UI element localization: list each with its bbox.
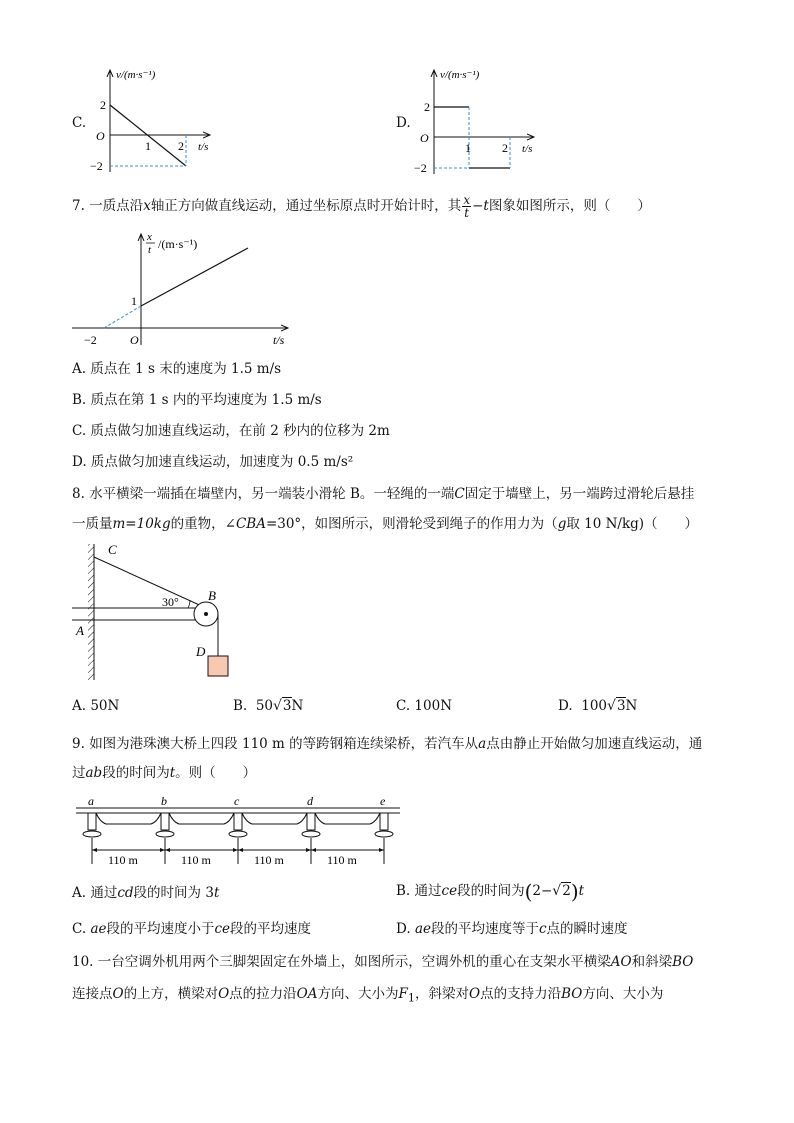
q7-graph <box>68 228 298 350</box>
c-y-top: 2 <box>100 98 106 112</box>
q9-stem-line2: 过ab段的时间为t。则（ ） <box>72 765 257 781</box>
q10-stem-line1: 10. 一台空调外机用两个三脚架固定在外墙上，如图所示，空调外机的重心在支架水平横梁AO和斜梁BO <box>72 954 694 970</box>
bridge-label-c: c <box>234 794 240 808</box>
q6-option-d-label: D. <box>396 115 411 131</box>
q9-stem-line1: 9. 如图为港珠澳大桥上四段 110 m 的等跨钢箱连续梁桥，若汽车从a点由静止开始做匀加速直线运动，通 <box>72 736 703 752</box>
q7-stem: 7. 一质点沿x轴正方向做直线运动，通过坐标原点时开始计时，其 $\frac{x}{t}$ −t图象如图所示，则（ ） <box>72 193 651 220</box>
d-x2: 2 <box>502 141 508 155</box>
c-x2: 2 <box>178 139 184 153</box>
q9-option-a: A. 通过cd段的时间为 3t <box>72 885 220 901</box>
q9-option-c: C. ae段的平均速度小于ce段的平均速度 <box>72 921 312 937</box>
point-d-label: D <box>196 644 206 659</box>
d-y-axis-label: v/(m·s⁻¹) <box>440 69 480 81</box>
q8-stem-line2: 一质量m=10kg的重物，∠CBA=30°，如图所示，则滑轮受到绳子的作用力为（g取 10 N/kg)（ ） <box>72 516 699 532</box>
svg-text:x: x <box>147 231 152 243</box>
angle-label: 30° <box>162 595 179 609</box>
d-y-top: 2 <box>424 100 430 114</box>
c-origin: O <box>96 129 105 143</box>
c-x-axis-label: t/s <box>198 141 209 153</box>
span-3-label: 110 m <box>254 853 284 867</box>
q7-x-axis: t/s <box>273 333 285 347</box>
q7-x-intercept: −2 <box>84 333 97 347</box>
q9-option-d: D. ae段的平均速度等于c点的瞬时速度 <box>396 921 628 937</box>
bridge-label-b: b <box>161 794 167 808</box>
point-b-label: B <box>208 588 216 603</box>
q8-figure <box>72 540 242 682</box>
wall-hatching <box>88 544 94 680</box>
q7-option-b: B. 质点在第 1 s 内的平均速度为 1.5 m/s <box>72 392 322 408</box>
d-origin: O <box>420 131 429 145</box>
span-1-label: 110 m <box>108 853 138 867</box>
q7-option-a: A. 质点在 1 s 末的速度为 1.5 m/s <box>72 361 282 377</box>
q7-origin: O <box>130 333 139 347</box>
q8-stem-line1: 8. 水平横梁一端插在墙壁内，另一端装小滑轮 B。一轻绳的一端C固定于墙壁上，另一端跨过滑轮后悬挂 <box>72 486 695 502</box>
q6-option-c-label: C. <box>72 115 87 131</box>
bridge-label-d: d <box>307 794 313 808</box>
q6-option-d-graph <box>412 62 547 177</box>
bridge-label-a: a <box>88 794 94 808</box>
d-x1: 1 <box>465 141 471 155</box>
bridge-label-e: e <box>380 794 386 808</box>
q7-y-intercept: 1 <box>131 294 137 308</box>
q10-stem-line2: 连接点O的上方，横梁对O点的拉力沿OA方向、大小为$F_1$，斜梁对O点的支持力沿BO方向、大小为 <box>72 986 664 1005</box>
c-x1: 1 <box>145 139 151 153</box>
span-4-label: 110 m <box>327 853 357 867</box>
svg-text:t: t <box>148 244 152 256</box>
q9-bridge-figure <box>72 794 404 870</box>
q8-option-d: D. 100√3N <box>558 698 638 714</box>
d-x-axis-label: t/s <box>522 143 533 155</box>
q7-option-c: C. 质点做匀加速直线运动，在前 2 秒内的位移为 2m <box>72 423 390 439</box>
q6-option-c-graph <box>88 62 223 177</box>
q8-option-c: C. 100N <box>396 698 453 714</box>
span-2-label: 110 m <box>181 853 211 867</box>
d-y-bottom: −2 <box>414 161 427 175</box>
q8-option-b: B. 50√3N <box>233 698 304 714</box>
c-y-axis-label: v/(m·s⁻¹) <box>116 69 156 81</box>
point-a-label: A <box>76 623 84 638</box>
q8-option-a: A. 50N <box>72 698 120 714</box>
point-c-label: C <box>108 542 117 557</box>
c-y-bottom: −2 <box>90 159 103 173</box>
q7-y-unit: /(m·s⁻¹) <box>158 237 198 251</box>
weight-block <box>208 656 228 676</box>
q7-option-d: D. 质点做匀加速直线运动，加速度为 0.5 m/s² <box>72 454 354 470</box>
q9-option-b: B. 通过ce段的时间为(2−√2)t <box>396 879 585 904</box>
